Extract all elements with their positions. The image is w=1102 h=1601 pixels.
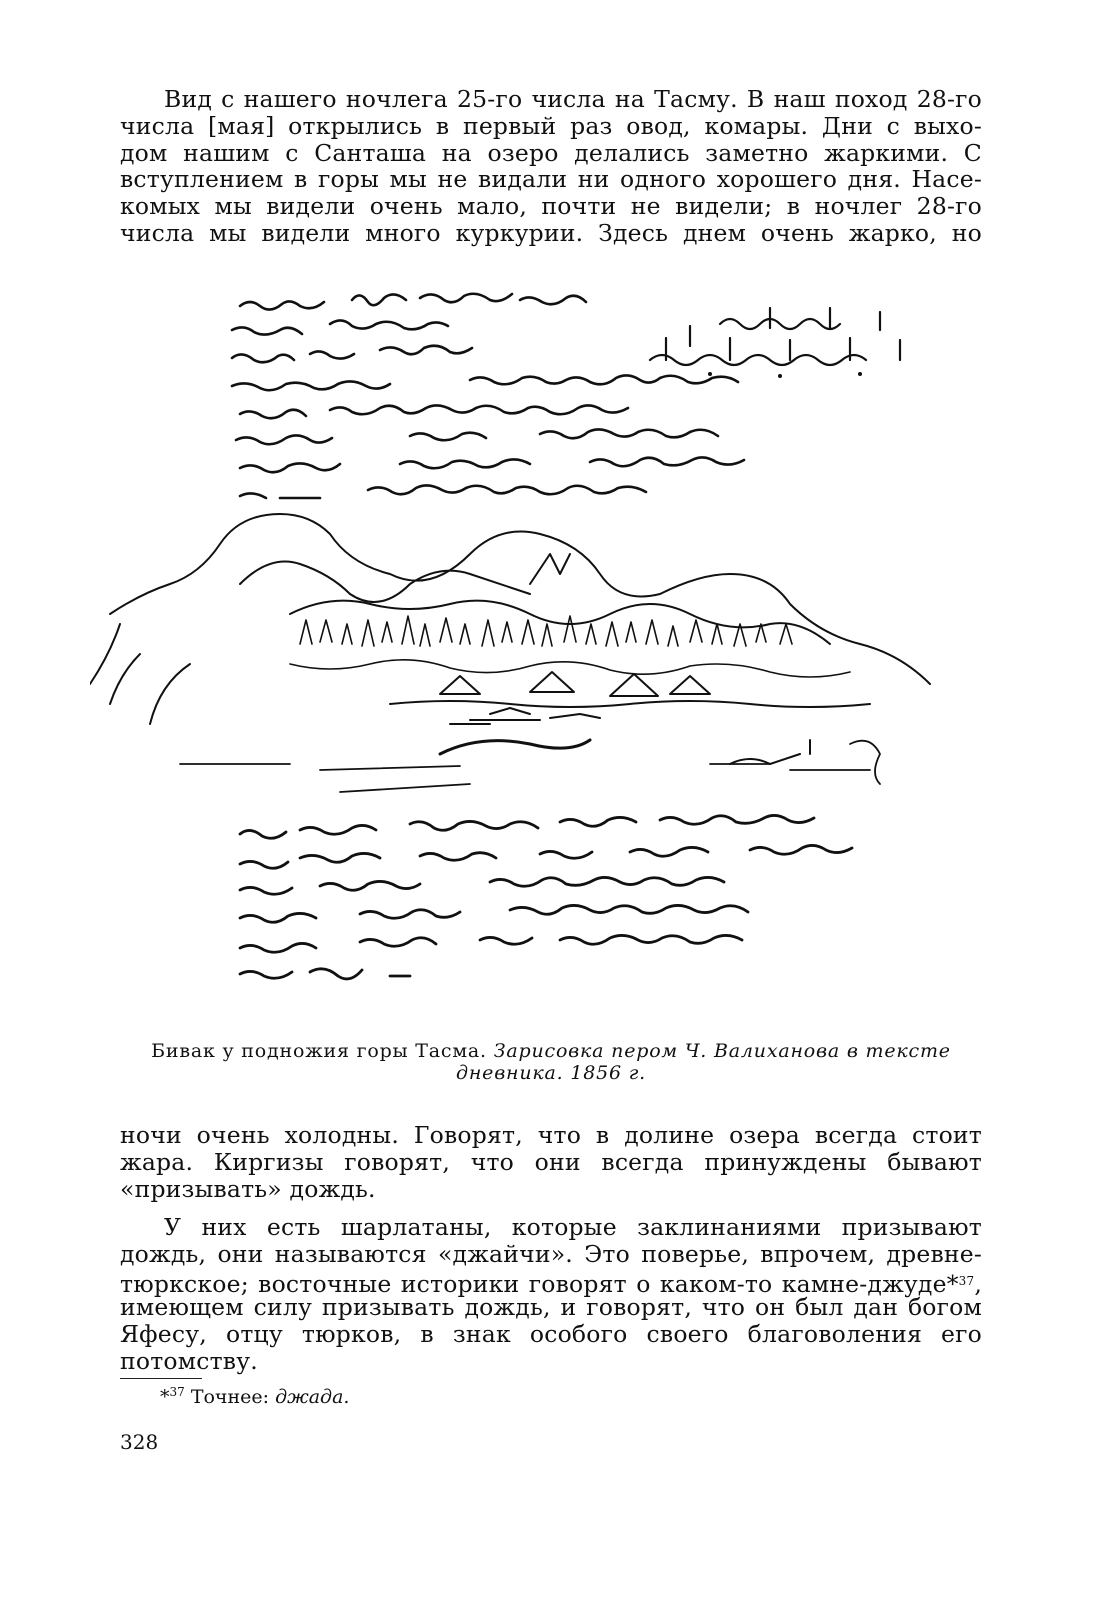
footnote-marker: *	[160, 1386, 170, 1408]
mountain-sketch	[90, 514, 930, 724]
caption-italic-1: Зарисовка пером Ч. Валиханова в тексте	[493, 1040, 951, 1062]
handwriting-lower-block	[240, 815, 852, 978]
text-line: комых мы видели очень мало, почти не видели; в ночлег 28-го	[120, 192, 982, 221]
text-line: вступлением в горы мы не видали ни одного хорошего дня. Насе-	[120, 165, 982, 194]
text-line: ночи очень холодны. Говорят, что в долине озера всегда стоит	[120, 1121, 982, 1149]
text-line: Вид с нашего ночлега 25-го числа на Тасму. В наш поход 28-го	[164, 85, 982, 113]
footnote-number: 37	[169, 1385, 185, 1399]
text-line: числа [мая] открылись в первый раз овод, комары. Дни с выхо-	[120, 111, 982, 140]
paragraph-shamans	[120, 1214, 982, 1375]
caption-italic-2: дневника. 1856 г.	[456, 1062, 646, 1084]
text-line: У них есть шарлатаны, которые заклинаниями призывают	[164, 1213, 982, 1241]
page-number: 328	[120, 1430, 159, 1454]
text-line: потомству.	[120, 1346, 258, 1375]
illustration-caption	[120, 1040, 982, 1084]
footnote-text: Точнее:	[184, 1386, 276, 1408]
text-segment: ,	[974, 1269, 982, 1298]
text-line-with-footnote	[120, 1268, 982, 1298]
footnote	[160, 1385, 349, 1408]
camp-yurts-sketch	[390, 672, 870, 764]
text-line: имеющем силу призывать дождь, и говорят, что он был дан богом	[120, 1293, 982, 1322]
paragraph-continuation	[120, 1122, 982, 1202]
diary-sketch-illustration	[90, 284, 990, 1014]
footnote-reference[interactable]: 37	[958, 1273, 975, 1288]
text-segment: тюркское; восточные историки говорят о каком-то камне-джуде*	[120, 1269, 959, 1298]
paragraph-top	[120, 86, 982, 247]
text-line: Яфесу, отцу тюрков, в знак особого своего благоволения его	[120, 1320, 982, 1349]
text-line: жара. Киргизы говорят, что они всегда принуждены бывают	[120, 1147, 982, 1176]
arabic-script-block	[650, 308, 900, 378]
footnote-divider	[120, 1378, 202, 1379]
handwriting-upper-block	[232, 294, 744, 498]
text-line: «призывать» дождь.	[120, 1174, 376, 1203]
caption-title: Бивак у подножия горы Тасма.	[151, 1040, 494, 1062]
text-line: дождь, они называются «джайчи». Это поверье, впрочем, древне-	[120, 1239, 982, 1268]
text-line: числа мы видели много куркурии. Здесь днем очень жарко, но	[120, 218, 982, 247]
footnote-italic-text: джада.	[275, 1386, 350, 1408]
lake-lines	[180, 741, 880, 792]
text-line: дом нашим с Санташа на озеро делались заметно жаркими. С	[120, 138, 982, 167]
